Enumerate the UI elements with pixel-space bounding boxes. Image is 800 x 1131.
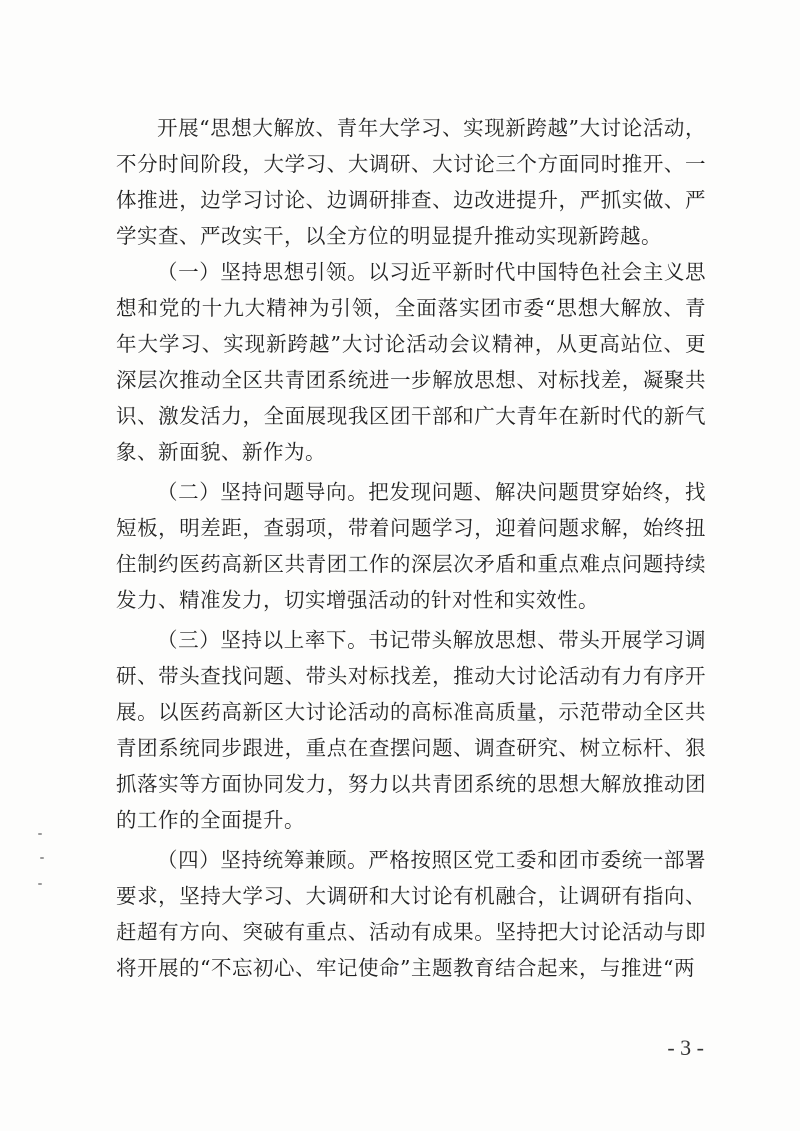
paragraph-ideological-guidance: [116, 254, 706, 470]
paragraph-lead-by-example: [116, 622, 706, 838]
document-body: [116, 110, 706, 990]
paragraph-heading: （二）坚持问题导向。: [157, 480, 369, 504]
paragraph-overall-planning: [116, 842, 706, 986]
paragraph-heading: （三）坚持以上率下。: [157, 628, 369, 652]
paragraph-text: 把发现问题、解决问题贯穿始终，找短板，明差距，查弱项，带着问题学习，迎着问题求解，始终扭住制约医药高新区共青团工作的深层次矛盾和重点难点问题持续发力、精准发力，切实增强活动的针对性和实效性。: [116, 480, 707, 612]
paragraph-problem-oriented: [116, 474, 706, 618]
paragraph-text: 开展“思想大解放、青年大学习、实现新跨越”大讨论活动，不分时间阶段，大学习、大调研、大讨论三个方面同时推开、一体推进，边学习讨论、边调研排查、边改进提升，严抓实做、严学实查、严改实干，以全方位的明显提升推动实现新跨越。: [116, 116, 706, 248]
paragraph-text: 严格按照区党工委和团市委统一部署要求，坚持大学习、大调研和大讨论有机融合，让调研有指向、赶超有方向、突破有重点、活动有成果。坚持把大讨论活动与即将开展的“不忘初心、牢记使命”主题教育结合起来，与推进“两: [116, 848, 707, 980]
paragraph-heading: （四）坚持统筹兼顾。: [157, 848, 369, 872]
page-number: - 3 -: [667, 1035, 704, 1060]
paragraph-text: 书记带头解放思想、带头开展学习调研、带头查找问题、带头对标找差，推动大讨论活动有力有序开展。以医药高新区大讨论活动的高标准高质量，示范带动全区共青团系统同步跟进，重点在查摆问题、调查研究、树立标杆、狠抓落实等方面协同发力，努力以共青团系统的思想大解放推动团的工作的全面提升。: [116, 628, 707, 832]
paragraph-text: 以习近平新时代中国特色社会主义思想和党的十九大精神为引领，全面落实团市委“思想大解放、青年大学习、实现新跨越”大讨论活动会议精神，从更高站位、更深层次推动全区共青团系统进一步解放思想、对标找差，凝聚共识、激发活力，全面展现我区团干部和广大青年在新时代的新气象、新面貌、新作为。: [116, 260, 707, 464]
scan-speck: [40, 857, 44, 859]
scan-speck: [38, 833, 42, 835]
scan-speck: [38, 883, 42, 885]
paragraph-intro: [116, 110, 706, 254]
paragraph-heading: （一）坚持思想引领。: [157, 260, 369, 284]
